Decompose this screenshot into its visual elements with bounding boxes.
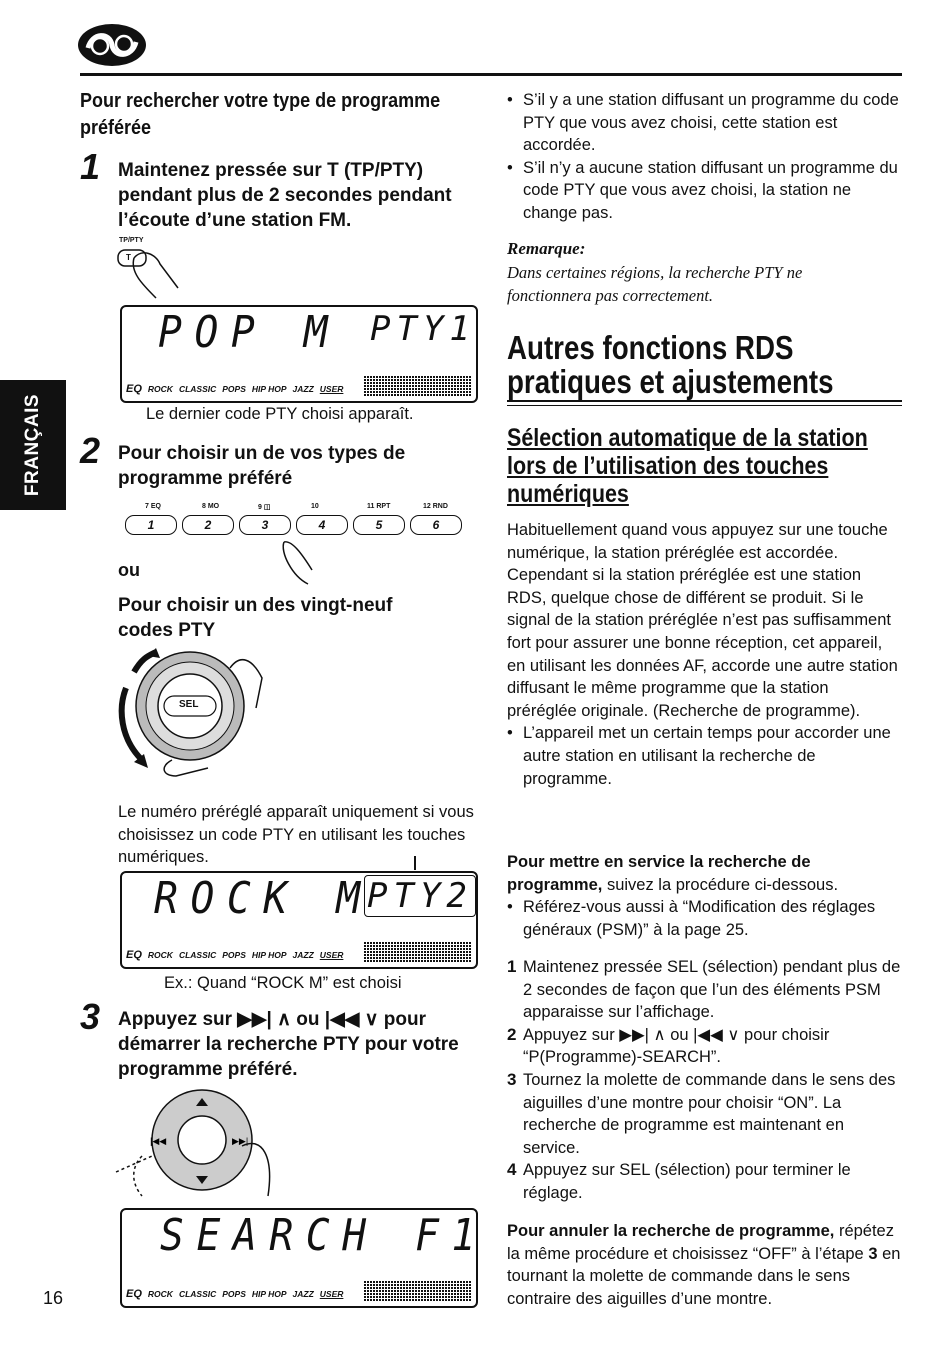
preset-3-label: 9 ◫ bbox=[258, 504, 271, 511]
header-rule bbox=[80, 73, 902, 76]
lcd-2-level-bars bbox=[364, 941, 472, 963]
bullet-time: • L’appareil met un certain temps pour accorder une autre station en utilisant la recherche de programme. bbox=[507, 722, 902, 790]
procedure-steps bbox=[507, 956, 902, 1205]
preset-button-5[interactable]: 5 bbox=[353, 515, 405, 535]
paragraph-2: Cependant si la station préréglée est une station RDS, quelque chose de différent se produit. Si le signal de la station préréglée n’est pas suffisamment fort pour assurer une bonne réception, cet appareil, en utilisant les données AF, accorde une autre station diffusant le même programme que la station préréglée originale. (Recherche de programme). bbox=[507, 566, 898, 720]
activate-section bbox=[507, 851, 902, 941]
lcd-1-eq-row: EQ ROCK CLASSIC POPS HIP HOP JAZZ USER bbox=[126, 383, 344, 395]
activate-text: suivez la procédure ci-dessous. bbox=[602, 875, 839, 894]
preset-button-4[interactable]: 4 bbox=[296, 515, 348, 535]
preset-6-label: 12 RND bbox=[423, 503, 448, 510]
language-tab-label: FRANÇAIS bbox=[22, 393, 43, 497]
preset-button-6[interactable]: 6 bbox=[410, 515, 462, 535]
lcd-2-main-text: ROCK M bbox=[154, 873, 373, 924]
step-3-number: 3 bbox=[80, 996, 101, 1037]
page-number: 16 bbox=[43, 1288, 64, 1308]
lcd-display-1 bbox=[120, 305, 478, 403]
preset-note: Le numéro préréglé apparaît uniquement si vous choisissez un code PTY en utilisant les touches numériques. bbox=[118, 803, 474, 867]
procedure-step-1: 1 Maintenez pressée SEL (sélection) pendant plus de 2 secondes de façon que l’un des éléments PSM apparaisse sur l’affichage. bbox=[507, 957, 901, 1022]
subheading-line1: Sélection automatique de la station bbox=[507, 424, 868, 452]
lcd-2-eq-row: EQ ROCK CLASSIC POPS HIP HOP JAZZ USER bbox=[126, 949, 344, 961]
finger-press-t-icon bbox=[112, 244, 184, 300]
sel-label: SEL bbox=[179, 699, 199, 710]
heading-rule-1 bbox=[507, 400, 902, 402]
body-section bbox=[507, 519, 902, 790]
tp-pty-label: TP/PTY bbox=[119, 237, 144, 244]
lcd-1-pty-text: PTY1 bbox=[370, 309, 476, 349]
control-pad-icon[interactable] bbox=[112, 1086, 282, 1206]
lcd-3-eq-row: EQ ROCK CLASSIC POPS HIP HOP JAZZ USER bbox=[126, 1288, 344, 1300]
cancel-heading: Pour annuler la recherche de programme, bbox=[507, 1222, 835, 1240]
or-label: ou bbox=[118, 560, 140, 580]
cancel-section: Pour annuler la recherche de programme, répétez la même procédure et choisissez “OFF” à l’étape 3 en tournant la molette de commande dans le sens contraire des aiguilles d’une montre. bbox=[507, 1222, 901, 1308]
step-1-number: 1 bbox=[80, 146, 101, 187]
step-2-text: Pour choisir un de vos types de programme préféré bbox=[118, 443, 406, 489]
lcd-1-main-text: POP M bbox=[158, 307, 341, 358]
procedure-step-3: 3 Tournez la molette de commande dans le sens des aiguilles d’une montre pour choisir “ON”. La recherche de programme est maintenant en service. bbox=[507, 1069, 896, 1157]
step-2-number: 2 bbox=[80, 430, 101, 471]
subheading-line2: lors de l’utilisation des touches bbox=[507, 452, 829, 480]
remark-title: Remarque: bbox=[507, 239, 586, 258]
caption-2: Ex.: Quand “ROCK M” est choisi bbox=[164, 974, 402, 992]
procedure-step-4: 4 Appuyez sur SEL (sélection) pour terminer le réglage. bbox=[507, 1160, 851, 1202]
remark-text: Dans certaines régions, la recherche PTY ne fonctionnera pas correctement. bbox=[507, 263, 803, 305]
finger-press-preset-icon bbox=[278, 540, 318, 586]
lcd-display-3 bbox=[120, 1208, 488, 1308]
procedure-step-2: 2 Appuyez sur ▶▶| ∧ ou |◀◀ ∨ pour choisir “P(Programme)-SEARCH”. bbox=[507, 1024, 830, 1067]
caption-1: Le dernier code PTY choisi apparaît. bbox=[146, 405, 414, 423]
svg-text:▶▶|: ▶▶| bbox=[232, 1136, 249, 1146]
lcd-1-level-bars bbox=[364, 375, 472, 397]
preset-button-2[interactable]: 2 bbox=[182, 515, 234, 535]
bullet-no-station: • S’il n’y a aucune station diffusant un programme du code PTY que vous avez choisi, la station ne change pas. bbox=[507, 157, 902, 225]
step-3-text: Appuyez sur ▶▶| ∧ ou |◀◀ ∨ pour démarrer la recherche PTY pour votre programme préféré. bbox=[118, 1009, 459, 1080]
preset-5-label: 11 RPT bbox=[367, 503, 391, 510]
paragraph-1: Habituellement quand vous appuyez sur une touche numérique, la station préréglée est accordée. bbox=[507, 521, 888, 562]
preset-buttons bbox=[125, 503, 465, 539]
svg-text:|◀◀: |◀◀ bbox=[150, 1136, 167, 1146]
subheading-line3: numériques bbox=[507, 480, 629, 508]
preset-button-3[interactable]: 3 bbox=[239, 515, 291, 535]
preset-2-label: 8 MO bbox=[202, 503, 220, 510]
main-heading-line1: Autres fonctions RDS bbox=[507, 329, 794, 366]
t-button[interactable]: T bbox=[126, 253, 131, 262]
preset-button-1[interactable]: 1 bbox=[125, 515, 177, 535]
step-2b-text: Pour choisir un des vingt-neuf codes PTY bbox=[118, 595, 393, 641]
bullet-reference: • Référez-vous aussi à “Modification des réglages généraux (PSM)” à la page 25. bbox=[507, 896, 902, 941]
top-bullets bbox=[507, 89, 902, 225]
activate-heading: Pour mettre en service la recherche de programme, bbox=[507, 853, 811, 894]
step-1-text: Maintenez pressée sur T (TP/PTY) pendant plus de 2 secondes pendant l’écoute d’une station FM. bbox=[118, 160, 452, 231]
section-title: Pour rechercher votre type de programme préférée bbox=[80, 90, 441, 139]
lcd-display-2 bbox=[120, 871, 478, 969]
brand-logo-icon bbox=[76, 22, 148, 68]
heading-rule-2 bbox=[507, 405, 902, 406]
lcd-3-main-text: SEARCH F1 bbox=[160, 1210, 488, 1261]
preset-4-label: 10 bbox=[311, 503, 319, 510]
preset-1-label: 7 EQ bbox=[145, 503, 161, 510]
main-heading-line2: pratiques et ajustements bbox=[507, 363, 834, 400]
language-tab bbox=[0, 380, 66, 510]
bullet-station-found: • S’il y a une station diffusant un programme du code PTY que vous avez choisi, cette station est accordée. bbox=[507, 89, 902, 157]
sel-dial-icon[interactable] bbox=[112, 648, 282, 778]
lcd-2-pty-text: PTY2 bbox=[364, 875, 476, 917]
lcd-3-level-bars bbox=[364, 1280, 472, 1302]
pointer-line bbox=[414, 856, 416, 870]
